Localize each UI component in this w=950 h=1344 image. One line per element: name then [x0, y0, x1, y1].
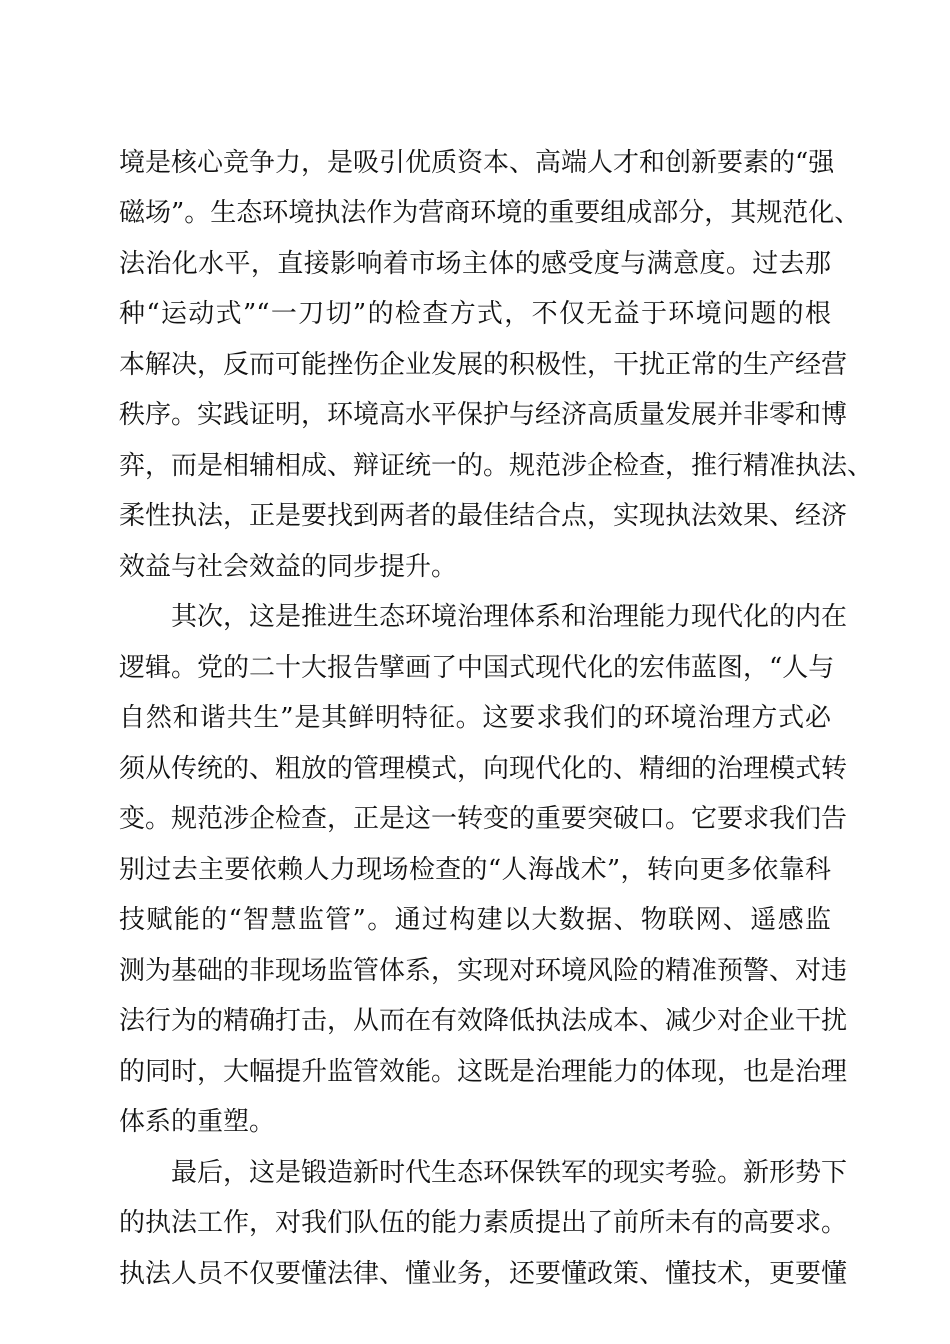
- text-line: 技赋能的“智慧监管”。通过构建以大数据、物联网、遥感监: [119, 905, 831, 935]
- paragraph-first-line: 其次，这是推进生态环境治理体系和治理能力现代化的内在: [171, 602, 848, 632]
- text-line: 变。规范涉企检查，正是这一转变的重要突破口。它要求我们告: [119, 804, 848, 834]
- text-line: 的同时，大幅提升监管效能。这既是治理能力的体现，也是治理: [119, 1057, 848, 1087]
- text-line: 种“运动式”“一刀切”的检查方式，不仅无益于环境问题的根: [119, 299, 831, 329]
- text-line: 境是核心竞争力，是吸引优质资本、高端人才和创新要素的“强: [119, 148, 835, 178]
- text-line: 别过去主要依赖人力现场检查的“人海战术”，转向更多依靠科: [119, 855, 831, 885]
- text-line: 自然和谐共生”是其鲜明特征。这要求我们的环境治理方式必: [119, 703, 831, 733]
- text-line: 弈，而是相辅相成、辩证统一的。规范涉企检查，推行精准执法、: [119, 451, 874, 481]
- text-line: 柔性执法，正是要找到两者的最佳结合点，实现执法效果、经济: [119, 501, 848, 531]
- text-line: 体系的重塑。: [119, 1107, 276, 1137]
- text-line: 效益与社会效益的同步提升。: [119, 552, 458, 582]
- paragraph-first-line: 最后，这是锻造新时代生态环保铁军的现实考验。新形势下: [171, 1158, 848, 1188]
- text-line: 须从传统的、粗放的管理模式，向现代化的、精细的治理模式转: [119, 754, 848, 784]
- text-line: 本解决，反而可能挫伤企业发展的积极性，干扰正常的生产经营: [119, 350, 848, 380]
- text-line: 执法人员不仅要懂法律、懂业务，还要懂政策、懂技术，更要懂: [119, 1259, 848, 1289]
- text-line: 秩序。实践证明，环境高水平保护与经济高质量发展并非零和博: [119, 400, 848, 430]
- text-line: 测为基础的非现场监管体系，实现对环境风险的精准预警、对违: [119, 956, 848, 986]
- text-line: 法行为的精确打击，从而在有效降低执法成本、减少对企业干扰: [119, 1006, 848, 1036]
- text-line: 磁场”。生态环境执法作为营商环境的重要组成部分，其规范化、: [119, 198, 861, 228]
- text-line: 法治化水平，直接影响着市场主体的感受度与满意度。过去那: [119, 249, 831, 279]
- text-line: 的执法工作，对我们队伍的能力素质提出了前所未有的高要求。: [119, 1208, 848, 1238]
- text-line: 逻辑。党的二十大报告擘画了中国式现代化的宏伟蓝图，“人与: [119, 653, 835, 683]
